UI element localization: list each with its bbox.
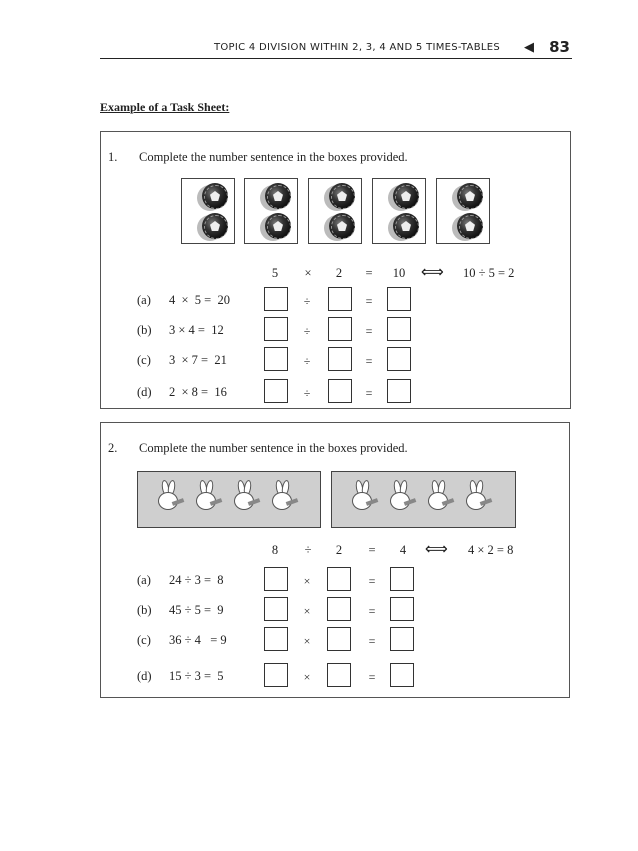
example-1-result: 10 bbox=[392, 266, 406, 280]
answer-box[interactable] bbox=[264, 597, 288, 621]
equals-symbol: = bbox=[368, 604, 376, 618]
equals-symbol: = bbox=[368, 574, 376, 588]
operator-symbol: × bbox=[303, 634, 311, 648]
answer-box[interactable] bbox=[387, 347, 411, 371]
rabbit-icon bbox=[384, 480, 414, 510]
answer-box[interactable] bbox=[327, 663, 351, 687]
double-arrow-icon: ⟺ bbox=[421, 262, 444, 281]
example-1-related-fact: 10 ÷ 5 = 2 bbox=[463, 266, 515, 280]
operator-symbol: ÷ bbox=[303, 386, 311, 400]
row-fact: 3 × 4 = 12 bbox=[169, 323, 224, 337]
question-2-text: Complete the number sentence in the boxes provided. bbox=[139, 441, 408, 455]
operator-symbol: ÷ bbox=[303, 324, 311, 338]
football-card bbox=[372, 178, 426, 244]
example-2-op: ÷ bbox=[304, 543, 312, 557]
example-1-a: 5 bbox=[271, 266, 279, 280]
example-2-eq: = bbox=[368, 543, 376, 557]
row-fact: 2 × 8 = 16 bbox=[169, 385, 227, 399]
answer-box[interactable] bbox=[264, 287, 288, 311]
answer-box[interactable] bbox=[387, 379, 411, 403]
football-icon bbox=[457, 213, 483, 239]
row-label: (c) bbox=[137, 633, 151, 647]
row-fact: 4 × 5 = 20 bbox=[169, 293, 230, 307]
row-label: (a) bbox=[137, 293, 151, 307]
row-fact: 3 × 7 = 21 bbox=[169, 353, 227, 367]
answer-box[interactable] bbox=[390, 567, 414, 591]
row-fact: 36 ÷ 4 = 9 bbox=[169, 633, 227, 647]
answer-box[interactable] bbox=[327, 597, 351, 621]
example-2-result: 4 bbox=[399, 543, 407, 557]
answer-box[interactable] bbox=[264, 627, 288, 651]
football-card bbox=[308, 178, 362, 244]
football-icon bbox=[393, 213, 419, 239]
row-fact: 24 ÷ 3 = 8 bbox=[169, 573, 224, 587]
answer-box[interactable] bbox=[328, 317, 352, 341]
answer-box[interactable] bbox=[264, 379, 288, 403]
row-label: (d) bbox=[137, 385, 152, 399]
answer-box[interactable] bbox=[328, 379, 352, 403]
football-icon bbox=[457, 183, 483, 209]
page-number: 83 bbox=[549, 38, 570, 56]
row-label: (a) bbox=[137, 573, 151, 587]
football-card bbox=[244, 178, 298, 244]
answer-box[interactable] bbox=[390, 663, 414, 687]
answer-box[interactable] bbox=[327, 567, 351, 591]
football-icon bbox=[329, 183, 355, 209]
operator-symbol: × bbox=[303, 604, 311, 618]
football-icon bbox=[329, 213, 355, 239]
row-fact: 45 ÷ 5 = 9 bbox=[169, 603, 224, 617]
equals-symbol: = bbox=[365, 354, 373, 368]
rabbit-icon bbox=[346, 480, 376, 510]
rabbit-icon bbox=[266, 480, 296, 510]
row-label: (b) bbox=[137, 603, 152, 617]
answer-box[interactable] bbox=[264, 317, 288, 341]
answer-box[interactable] bbox=[387, 287, 411, 311]
example-1-eq: = bbox=[365, 266, 373, 280]
operator-symbol: × bbox=[303, 670, 311, 684]
section-heading: Example of a Task Sheet: bbox=[100, 100, 230, 114]
row-fact: 15 ÷ 3 = 5 bbox=[169, 669, 224, 683]
answer-box[interactable] bbox=[327, 627, 351, 651]
row-label: (c) bbox=[137, 353, 151, 367]
equals-symbol: = bbox=[365, 324, 373, 338]
equals-symbol: = bbox=[365, 386, 373, 400]
football-icon bbox=[202, 183, 228, 209]
football-icon bbox=[265, 213, 291, 239]
rabbit-icon bbox=[228, 480, 258, 510]
rabbit-panel bbox=[331, 471, 516, 528]
back-arrow-icon: ◀ bbox=[524, 40, 534, 55]
page-header bbox=[100, 40, 572, 59]
answer-box[interactable] bbox=[264, 663, 288, 687]
rabbit-icon bbox=[460, 480, 490, 510]
example-2-b: 2 bbox=[335, 543, 343, 557]
answer-box[interactable] bbox=[387, 317, 411, 341]
football-icon bbox=[202, 213, 228, 239]
row-label: (b) bbox=[137, 323, 152, 337]
question-1-number: 1. bbox=[108, 150, 118, 164]
answer-box[interactable] bbox=[328, 287, 352, 311]
rabbit-panel bbox=[137, 471, 321, 528]
rabbit-icon bbox=[190, 480, 220, 510]
equals-symbol: = bbox=[368, 634, 376, 648]
question-1-text: Complete the number sentence in the boxes provided. bbox=[139, 150, 408, 164]
answer-box[interactable] bbox=[264, 567, 288, 591]
rabbit-icon bbox=[152, 480, 182, 510]
example-2-related-fact: 4 × 2 = 8 bbox=[468, 543, 514, 557]
row-label: (d) bbox=[137, 669, 152, 683]
football-card bbox=[181, 178, 235, 244]
football-icon bbox=[265, 183, 291, 209]
operator-symbol: × bbox=[303, 574, 311, 588]
double-arrow-icon-2: ⟺ bbox=[425, 539, 448, 558]
equals-symbol: = bbox=[365, 294, 373, 308]
question-2-box bbox=[100, 422, 570, 698]
rabbit-icon bbox=[422, 480, 452, 510]
football-card bbox=[436, 178, 490, 244]
answer-box[interactable] bbox=[328, 347, 352, 371]
header-title: TOPIC 4 DIVISION WITHIN 2, 3, 4 AND 5 TIMES-TABLES bbox=[213, 42, 500, 53]
equals-symbol: = bbox=[368, 670, 376, 684]
example-1-b: 2 bbox=[335, 266, 343, 280]
example-1-op: × bbox=[304, 266, 312, 280]
answer-box[interactable] bbox=[264, 347, 288, 371]
operator-symbol: ÷ bbox=[303, 294, 311, 308]
answer-box[interactable] bbox=[390, 597, 414, 621]
football-icon bbox=[393, 183, 419, 209]
operator-symbol: ÷ bbox=[303, 354, 311, 368]
question-2-number: 2. bbox=[108, 441, 118, 455]
answer-box[interactable] bbox=[390, 627, 414, 651]
example-2-a: 8 bbox=[271, 543, 279, 557]
